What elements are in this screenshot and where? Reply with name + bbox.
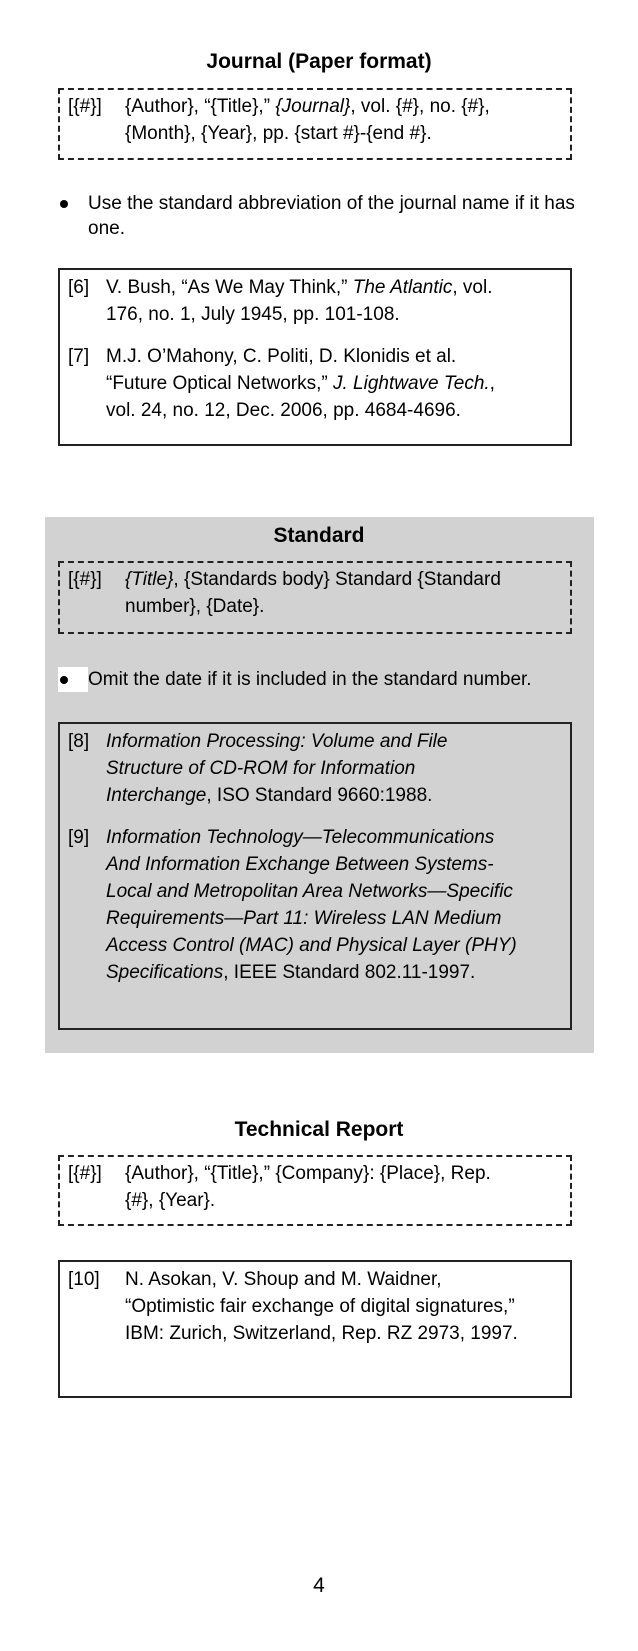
template-text [125, 566, 562, 620]
reference-entry [68, 1266, 562, 1347]
template-tag: [{#}] [68, 1163, 102, 1184]
template-journal-placeholder: {Journal} [275, 96, 351, 117]
reference-text [125, 1266, 562, 1347]
ref-title: Information Technology—Telecommunications [106, 827, 495, 848]
bullet-text: Use the standard abbreviation of the journal name if it has one. [88, 193, 575, 239]
ref-journal: The Atlantic [352, 277, 453, 298]
template-part: {Month}, {Year}, pp. {start #}-{end #}. [125, 123, 432, 144]
journal-template-entry [68, 93, 562, 147]
technical-template-box [58, 1155, 572, 1226]
standard-examples-box [58, 722, 572, 1030]
ref-part: IBM: Zurich, Switzerland, Rep. RZ 2973, 1997. [125, 1323, 518, 1344]
template-part: , {Standards body} Standard {Standard [173, 569, 501, 590]
journal-bullet [58, 191, 598, 241]
ref-part: M.J. O’Mahony, C. Politi, D. Klonidis et al. [106, 346, 457, 367]
ref-part: vol. 24, no. 12, Dec. 2006, pp. 4684-4696. [106, 400, 461, 421]
reference-entry [68, 343, 562, 424]
ref-title: Local and Metropolitan Area Networks—Specific [106, 881, 513, 902]
template-part: , vol. {#}, no. {#}, [350, 96, 490, 117]
reference-text [106, 343, 562, 424]
ref-title: And Information Exchange Between Systems- [106, 854, 494, 875]
template-tag: [{#}] [68, 569, 102, 590]
ref-title: Specifications [106, 962, 224, 983]
reference-entry [68, 824, 562, 986]
reference-tag: [10] [68, 1269, 100, 1290]
reference-tag: [8] [68, 731, 90, 752]
journal-section-title: Journal (Paper format) [206, 50, 432, 73]
ref-title: Access Control (MAC) and Physical Layer (PHY) [106, 935, 517, 956]
technical-template-entry [68, 1160, 562, 1214]
standard-section-title: Standard [273, 524, 365, 547]
standard-template-entry [68, 566, 562, 620]
template-text [125, 1160, 562, 1214]
ref-part: “Future Optical Networks,” [106, 373, 333, 394]
ref-title: Information Processing: Volume and File [106, 731, 448, 752]
reference-entry [68, 728, 562, 809]
ref-part: N. Asokan, V. Shoup and M. Waidner, [125, 1269, 442, 1290]
ref-title: Requirements—Part 11: Wireless LAN Medium [106, 908, 502, 929]
reference-tag: [9] [68, 827, 90, 848]
reference-entry [68, 274, 562, 328]
template-part: {Author}, “{Title},” [125, 96, 276, 117]
technical-examples-box [58, 1260, 572, 1398]
ref-part: , vol. [452, 277, 493, 298]
bullet-text: Omit the date if it is included in the standard number. [88, 669, 532, 690]
bullet-icon [58, 191, 88, 241]
reference-text [106, 824, 562, 986]
page-number: 4 [313, 1574, 325, 1597]
standard-bullet [58, 667, 598, 692]
ref-journal: J. Lightwave Tech. [333, 373, 490, 394]
reference-text [106, 274, 562, 328]
ref-part: , [489, 373, 495, 394]
template-text [125, 93, 562, 147]
reference-tag: [7] [68, 346, 90, 367]
ref-part: V. Bush, “As We May Think,” [106, 277, 353, 298]
template-part: {#}, {Year}. [125, 1190, 216, 1211]
bullet-icon [58, 667, 88, 692]
reference-tag: [6] [68, 277, 90, 298]
standard-template-box [58, 561, 572, 634]
journal-examples-box [58, 268, 572, 446]
technical-section-title: Technical Report [234, 1118, 404, 1141]
ref-part: , ISO Standard 9660:1988. [206, 785, 433, 806]
ref-part: , IEEE Standard 802.11-1997. [223, 962, 476, 983]
template-tag: [{#}] [68, 96, 102, 117]
journal-template-box [58, 88, 572, 160]
template-part: {Author}, “{Title},” {Company}: {Place}, Rep. [125, 1163, 491, 1184]
ref-part: 176, no. 1, July 1945, pp. 101-108. [106, 304, 400, 325]
reference-text [106, 728, 562, 809]
template-part: number}, {Date}. [125, 596, 265, 617]
template-title-placeholder: {Title} [125, 569, 174, 590]
ref-title: Structure of CD-ROM for Information [106, 758, 416, 779]
ref-title: Interchange [106, 785, 207, 806]
ref-part: “Optimistic fair exchange of digital signatures,” [125, 1296, 515, 1317]
